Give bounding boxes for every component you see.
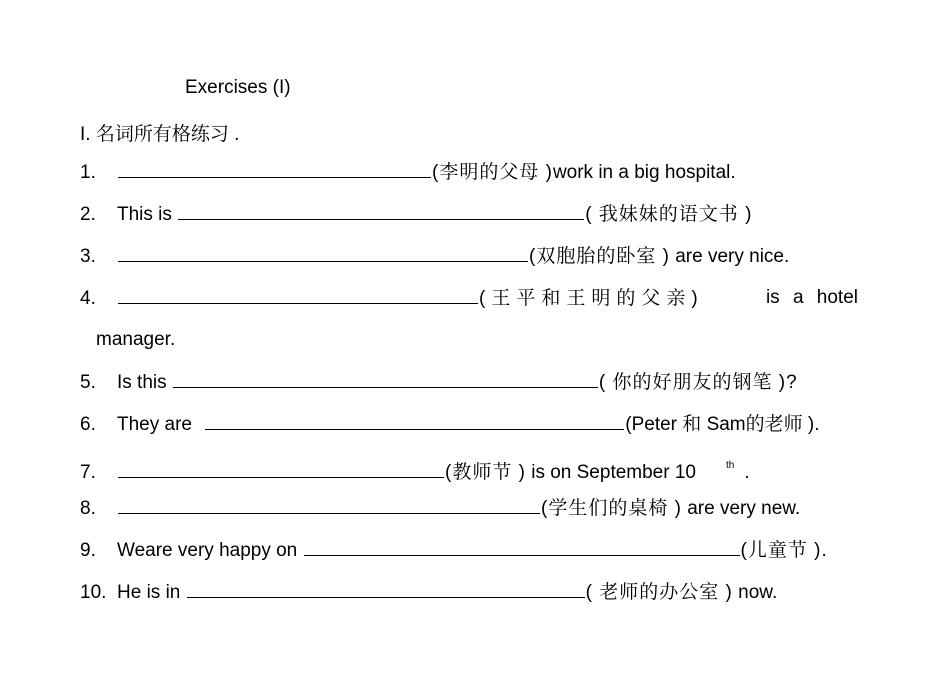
exercise-item-1 [80, 161, 736, 184]
section-heading: I. 名词所有格练习 . [80, 124, 240, 145]
item-text-before: He is in [117, 582, 181, 603]
item-end-punct: . [744, 462, 750, 483]
item-text-after: ? [786, 372, 797, 393]
item-hint: (儿童节 ). [740, 540, 828, 561]
item-number: 9. [80, 540, 96, 561]
item-number: 6. [80, 414, 96, 435]
item-text-before: Weare very happy on [117, 540, 298, 561]
item-hint: ( 你的好朋友的钢笔 ) [598, 372, 787, 393]
item-text-before: They are [117, 414, 192, 435]
item-hint: (双胞胎的卧室 ) [529, 246, 670, 267]
item-hint: (王平和王明的父亲) [479, 288, 704, 309]
answer-blank[interactable] [118, 461, 444, 478]
item-hint: (教师节 ) [445, 462, 526, 483]
exercise-item-8 [80, 497, 800, 520]
item-4-text-after: is a hotel [765, 287, 858, 308]
item-number: 8. [80, 498, 96, 519]
exercise-item-2 [80, 203, 752, 226]
answer-blank[interactable] [118, 161, 431, 178]
exercise-item-3 [80, 245, 789, 268]
ordinal-superscript: th [725, 460, 735, 471]
item-text-after: are very new. [687, 498, 801, 519]
item-text-after: now. [738, 582, 778, 603]
item-text-before: This is [117, 204, 172, 225]
answer-blank[interactable] [178, 203, 584, 220]
item-hint: (Peter 和 Sam的老师 ). [625, 414, 820, 435]
item-number: 2. [80, 204, 96, 225]
page-title: Exercises (I) [185, 77, 291, 98]
item-hint: (学生们的桌椅 ) [541, 498, 682, 519]
exercise-item-10 [80, 581, 777, 604]
item-text-before: Is this [117, 372, 167, 393]
exercise-item-6 [80, 413, 820, 436]
item-text-after: are very nice. [675, 246, 790, 267]
item-hint: (李明的父母 ) [432, 162, 553, 183]
item-number: 7. [80, 462, 96, 483]
item-text-after: work in a big hospital. [552, 162, 736, 183]
exercise-item-7 [80, 455, 750, 484]
item-number: 1. [80, 162, 96, 183]
answer-blank[interactable] [187, 581, 585, 598]
item-number: 10. [80, 582, 107, 603]
item-number: 3. [80, 246, 96, 267]
exercise-item-9 [80, 539, 828, 562]
answer-blank[interactable] [118, 497, 540, 514]
item-hint: ( 老师的办公室 ) [585, 582, 733, 603]
item-4-continuation: manager. [96, 329, 176, 350]
answer-blank[interactable] [304, 539, 740, 556]
item-hint: ( 我妹妹的语文书 ) [585, 204, 753, 225]
answer-blank[interactable] [118, 287, 478, 304]
answer-blank[interactable] [173, 371, 598, 388]
item-text-after: is on September 10 [531, 462, 696, 483]
exercise-item-5 [80, 371, 797, 394]
item-number: 4. [80, 288, 96, 309]
answer-blank[interactable] [118, 245, 528, 262]
answer-blank[interactable] [205, 413, 624, 430]
item-number: 5. [80, 372, 96, 393]
exercise-item-4 [80, 287, 704, 310]
